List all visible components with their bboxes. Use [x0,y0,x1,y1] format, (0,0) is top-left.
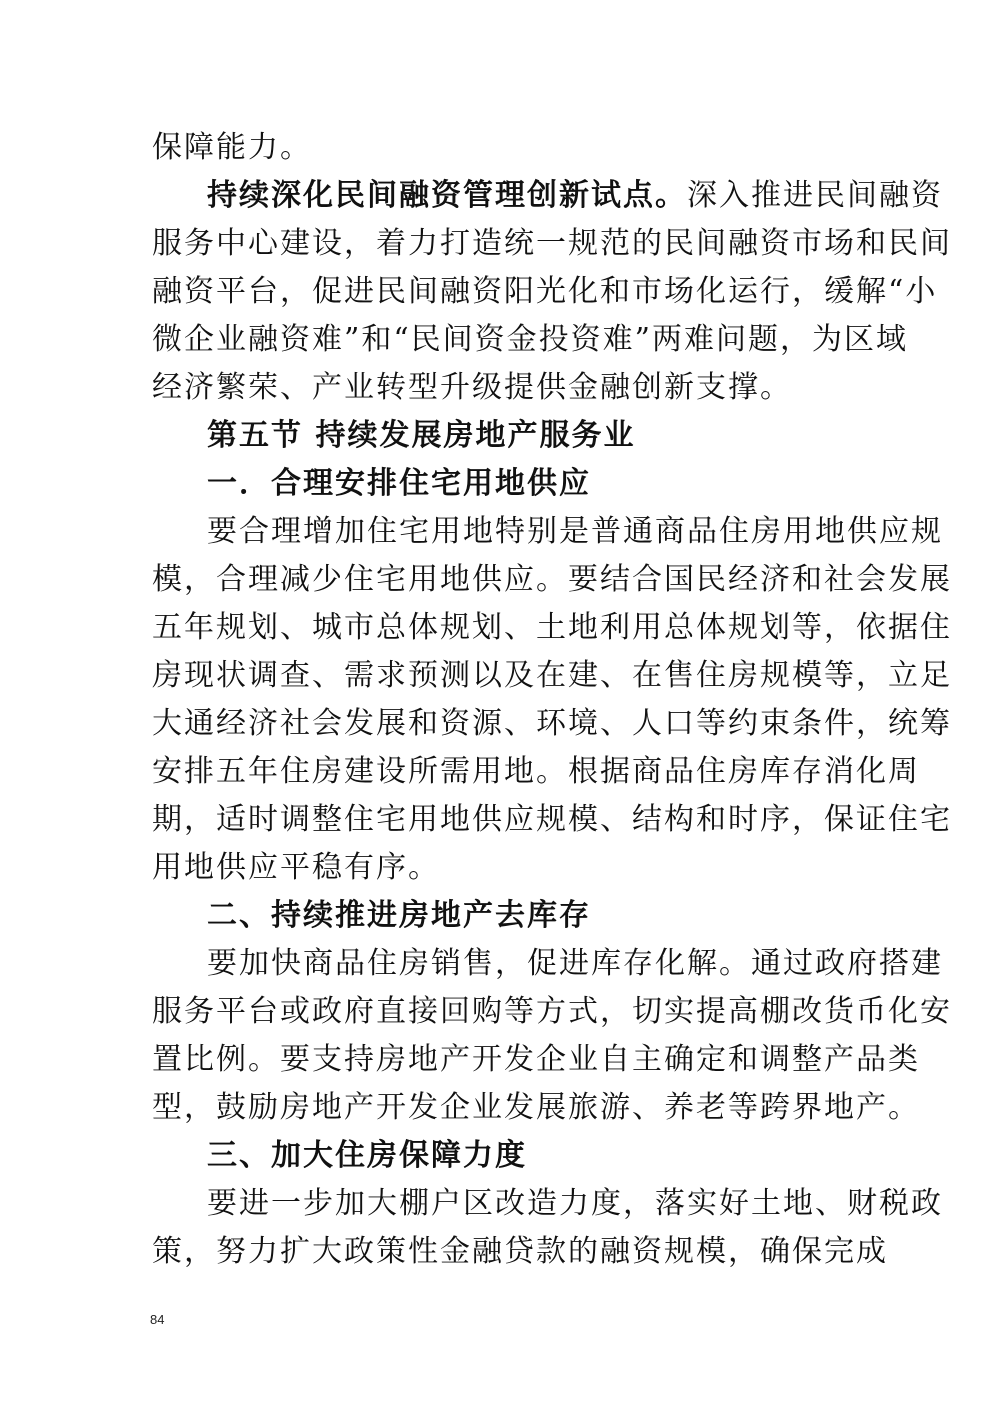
text-line: 安排五年住房建设所需用地。根据商品住房库存消化周 [152,754,920,789]
text-line: 服务平台或政府直接回购等方式，切实提高棚改货币化安 [152,994,952,1029]
text-line: 房现状调查、需求预测以及在建、在售住房规模等，立足 [152,658,952,693]
text-line: 保障能力。 [152,130,312,165]
paragraph-lead-rest: 深入推进民间融资 [687,178,943,213]
text-line: 期，适时调整住宅用地供应规模、结构和时序，保证住宅 [152,802,952,837]
subsection-heading: 三、加大住房保障力度 [207,1138,527,1173]
text-line: 服务中心建设，着力打造统一规范的民间融资市场和民间 [152,226,952,261]
paragraph-line [207,172,943,220]
text-line: 大通经济社会发展和资源、环境、人口等约束条件，统筹 [152,706,952,741]
text-line: 融资平台，促进民间融资阳光化和市场化运行，缓解“小 [152,274,938,309]
text-line: 策，努力扩大政策性金融贷款的融资规模，确保完成 [152,1234,888,1269]
text-line: 型，鼓励房地产开发企业发展旅游、养老等跨界地产。 [152,1090,920,1125]
text-line: 五年规划、城市总体规划、土地利用总体规划等，依据住 [152,610,952,645]
page-number: 84 [150,1312,165,1327]
text-line: 置比例。要支持房地产开发企业自主确定和调整产品类 [152,1042,920,1077]
text-line: 用地供应平稳有序。 [152,850,440,885]
subsection-heading: 二、持续推进房地产去库存 [207,898,591,933]
text-line: 要加快商品住房销售，促进库存化解。通过政府搭建 [207,946,943,981]
text-line: 经济繁荣、产业转型升级提供金融创新支撑。 [152,370,792,405]
text-line: 要进一步加大棚户区改造力度，落实好土地、财税政 [207,1186,943,1221]
text-line: 要合理增加住宅用地特别是普通商品住房用地供应规 [207,514,943,549]
section-heading: 第五节 持续发展房地产服务业 [207,418,636,453]
text-line: 模，合理减少住宅用地供应。要结合国民经济和社会发展 [152,562,952,597]
text-line: 微企业融资难”和“民间资金投资难”两难问题，为区域 [152,322,909,357]
paragraph-lead-bold: 持续深化民间融资管理创新试点。 [207,178,687,213]
subsection-heading: 一．合理安排住宅用地供应 [207,466,591,501]
